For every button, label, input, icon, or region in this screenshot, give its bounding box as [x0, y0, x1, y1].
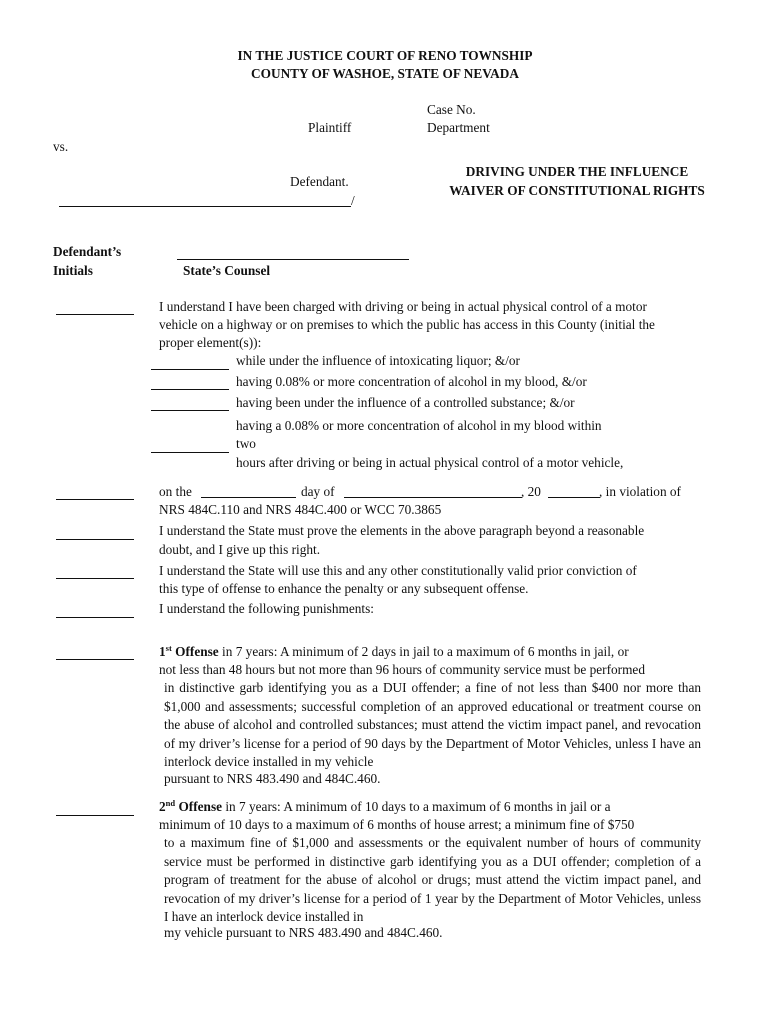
statute-citation: NRS 484C.110 and NRS 484C.400 or WCC 70.3865: [159, 502, 442, 517]
element-4-text-line3: hours after driving or being in actual physical control of a motor vehicle,: [236, 455, 624, 470]
element-1-text: while under the influence of intoxicating liquor; &/or: [236, 353, 520, 368]
states-counsel-signature-line[interactable]: [177, 259, 409, 260]
item1-text-line2: vehicle on a highway or on premises to which the public has access in this County (initial the: [159, 317, 655, 332]
initials-blank-3[interactable]: [56, 578, 134, 579]
item2-text-line2: doubt, and I give up this right.: [159, 542, 321, 557]
offense2-text-line2: minimum of 10 days to a maximum of 6 months of house arrest; a minimum fine of $750: [159, 817, 635, 832]
element-blank-4[interactable]: [151, 452, 229, 453]
initials-blank-4[interactable]: [56, 617, 134, 618]
offense2-ordinal: nd: [165, 798, 176, 808]
date-year-prefix: , 20: [521, 484, 541, 499]
initials-blank-1[interactable]: [56, 314, 134, 315]
caption-slash: /: [351, 193, 355, 208]
item3-text-line2: this type of offense to enhance the penalty or any subsequent offense.: [159, 581, 529, 596]
date-violation-label: , in violation of: [599, 484, 681, 499]
initials-blank-date[interactable]: [56, 499, 134, 500]
offense1-line1: [159, 643, 629, 662]
offense1-ordinal: st: [165, 643, 172, 653]
document-title: DRIVING UNDER THE INFLUENCE: [465, 164, 689, 179]
states-counsel-label: State’s Counsel: [183, 263, 271, 278]
initials-heading: Defendant’s: [53, 244, 122, 259]
document-subtitle: WAIVER OF CONSTITUTIONAL RIGHTS: [449, 183, 705, 198]
case-number-label: Case No.: [427, 102, 476, 117]
plaintiff-label: Plaintiff: [308, 120, 352, 135]
court-name: IN THE JUSTICE COURT OF RENO TOWNSHIP: [237, 48, 533, 63]
item2-text-line1: I understand the State must prove the elements in the above paragraph beyond a reasonable: [159, 523, 645, 538]
element-blank-3[interactable]: [151, 410, 229, 411]
versus-label: vs.: [53, 139, 69, 154]
initials-blank-offense2[interactable]: [56, 815, 134, 816]
caption-divider-line: [59, 206, 351, 207]
offense2-number: 2: [159, 799, 166, 814]
initials-heading-line2: Initials: [53, 263, 93, 278]
item3-text-line1: I understand the State will use this and any other constitutionally valid prior conviction of: [159, 563, 637, 578]
element-3-text: having been under the influence of a controlled substance; &/or: [236, 395, 575, 410]
court-county: COUNTY OF WASHOE, STATE OF NEVADA: [251, 66, 519, 81]
offense1-text-last: pursuant to NRS 483.490 and 484C.460.: [164, 771, 381, 786]
date-day-label: day of: [301, 484, 335, 499]
offense1-text-line2: not less than 48 hours but not more than 96 hours of community service must be performed: [159, 662, 645, 677]
element-blank-1[interactable]: [151, 369, 229, 370]
date-blank-ordinal[interactable]: [201, 497, 296, 498]
offense1-body: in distinctive garb identifying you as a DUI offender; a fine of not less than $400 nor more than $1,000 and assessments; successful completion of an approved educational or treatment course on the abuse of alcohol and controlled substances; must attend the victim impact panel, and revocation of my driver’s license for a period of 90 days by the Department of Motor Vehicles, unless I have an interlock device installed in my vehicle: [164, 680, 701, 769]
defendant-label: Defendant.: [290, 174, 349, 189]
element-blank-2[interactable]: [151, 389, 229, 390]
department-label: Department: [427, 120, 490, 135]
element-4-text-line2: two: [236, 436, 256, 451]
offense1-text-line1: in 7 years: A minimum of 2 days in jail to a maximum of 6 months in jail, or: [222, 644, 629, 659]
element-4-text-line1: having a 0.08% or more concentration of alcohol in my blood within: [236, 418, 602, 433]
offense2-label: Offense: [178, 799, 223, 814]
offense2-text-last: my vehicle pursuant to NRS 483.490 and 484C.460.: [164, 925, 443, 940]
date-on-label: on the: [159, 484, 192, 499]
item1-text-line3: proper element(s)):: [159, 335, 262, 350]
offense2-body: to a maximum fine of $1,000 and assessments or the equivalent number of hours of community service must be performed in distinctive garb identifying you as a DUI offender; completion of a program of treatment for the abuse of alcohol or drugs; must attend the victim impact panel, and revocation of my driver’s license for a period of 1 year by the Department of Motor Vehicles, unless I have an interlock device installed in: [164, 835, 701, 924]
initials-blank-offense1[interactable]: [56, 659, 134, 660]
date-blank-year[interactable]: [548, 497, 600, 498]
offense1-number: 1: [159, 644, 166, 659]
offense1-label: Offense: [175, 644, 219, 659]
offense2-line1: [159, 798, 611, 817]
item4-text: I understand the following punishments:: [159, 601, 374, 616]
element-2-text: having 0.08% or more concentration of alcohol in my blood, &/or: [236, 374, 587, 389]
item1-text-line1: I understand I have been charged with driving or being in actual physical control of a motor: [159, 299, 647, 314]
date-blank-month[interactable]: [344, 497, 522, 498]
initials-blank-2[interactable]: [56, 539, 134, 540]
offense2-text-line1: in 7 years: A minimum of 10 days to a maximum of 6 months in jail or a: [225, 799, 611, 814]
